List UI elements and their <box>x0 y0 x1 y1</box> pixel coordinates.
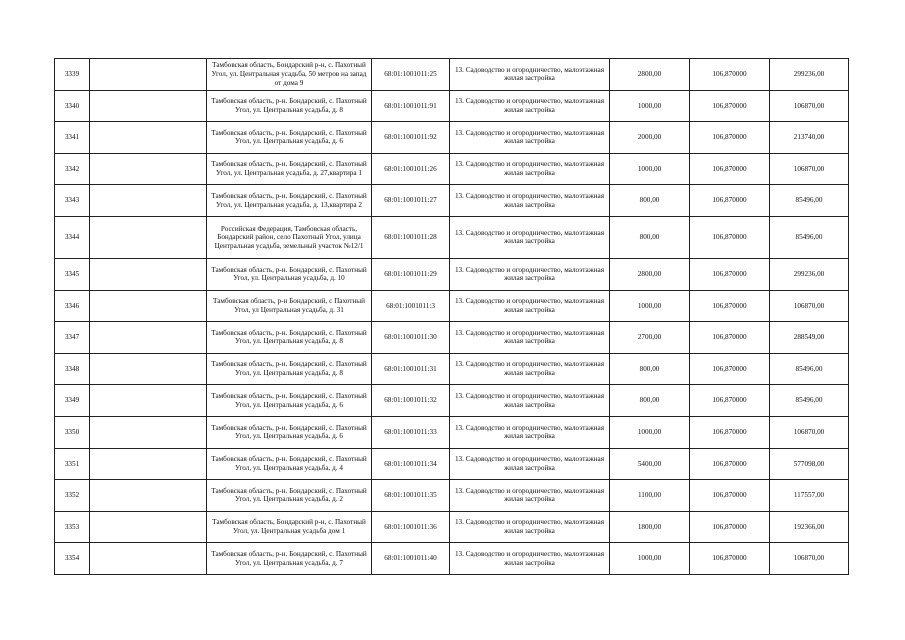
cell-value: 85496,00 <box>770 353 849 385</box>
table-row <box>55 216 849 258</box>
cell-use: 13. Садоводство и огородничество, малоэтажная жилая застройка <box>450 122 610 154</box>
table-row <box>55 258 849 290</box>
cell-area: 1000,00 <box>610 543 690 575</box>
cell-num: 3346 <box>55 290 90 322</box>
cell-use: 13. Садоводство и огородничество, малоэтажная жилая застройка <box>450 322 610 354</box>
cell-use: 13. Садоводство и огородничество, малоэтажная жилая застройка <box>450 480 610 512</box>
cell-area: 1000,00 <box>610 416 690 448</box>
cell-address: Тамбовская область, р-н. Бондарский, с. Пахотный Угол, ул. Центральная усадьба, д. 6 <box>207 416 372 448</box>
table-row <box>55 185 849 217</box>
cell-num: 3351 <box>55 448 90 480</box>
cell-use: 13. Садоводство и огородничество, малоэтажная жилая застройка <box>450 448 610 480</box>
cell-value: 106870,00 <box>770 290 849 322</box>
cell-address: Тамбовская область, Бондарский р-н, с. Пахотный Угол, ул. Центральная усадьба, 50 метров на запад от дома 9 <box>207 59 372 91</box>
cell-value: 106870,00 <box>770 543 849 575</box>
cell-address: Тамбовская область, р-н. Бондарский, с. Пахотный Угол, ул. Центральная усадьба, д. 8 <box>207 353 372 385</box>
table-row <box>55 290 849 322</box>
table-row <box>55 90 849 122</box>
cell-cadastral: 68:01:1001011:34 <box>372 448 450 480</box>
table-row <box>55 122 849 154</box>
empty-cell <box>90 59 207 91</box>
cell-address: Тамбовская область, р-н. Бондарский, с. Пахотный Угол, ул. Центральная усадьба, д. 2 <box>207 480 372 512</box>
cell-address: Тамбовская область, р-н. Бондарский, с. Пахотный Угол, ул. Центральная усадьба, д. 6 <box>207 122 372 154</box>
empty-cell <box>90 385 207 417</box>
cell-address: Российская Федерация, Тамбовская область, Бондарский район, село Пахотный Угол, улица Центральная усадьба, земельный участок №12/1 <box>207 216 372 258</box>
cell-area: 1000,00 <box>610 153 690 185</box>
cell-cadastral: 68:01:1001011:25 <box>372 59 450 91</box>
cell-num: 3353 <box>55 511 90 543</box>
cell-address: Тамбовская область, р-н Бондарский, с Пахотный Угол, ул Центральная усадьба, д. 31 <box>207 290 372 322</box>
cell-cadastral: 68:01:1001011:3 <box>372 290 450 322</box>
empty-cell <box>90 353 207 385</box>
empty-cell <box>90 511 207 543</box>
cell-area: 800,00 <box>610 385 690 417</box>
cell-num: 3349 <box>55 385 90 417</box>
registry-table <box>54 58 849 575</box>
cell-rate: 106,870000 <box>690 59 770 91</box>
cell-use: 13. Садоводство и огородничество, малоэтажная жилая застройка <box>450 385 610 417</box>
cell-area: 2800,00 <box>610 258 690 290</box>
cell-rate: 106,870000 <box>690 353 770 385</box>
cell-area: 2700,00 <box>610 322 690 354</box>
cell-rate: 106,870000 <box>690 153 770 185</box>
empty-cell <box>90 153 207 185</box>
cell-cadastral: 68:01:1001011:92 <box>372 122 450 154</box>
cell-value: 85496,00 <box>770 216 849 258</box>
cell-value: 192366,00 <box>770 511 849 543</box>
cell-num: 3352 <box>55 480 90 512</box>
cell-rate: 106,870000 <box>690 216 770 258</box>
empty-cell <box>90 216 207 258</box>
cell-cadastral: 68:01:1001011:29 <box>372 258 450 290</box>
cell-use: 13. Садоводство и огородничество, малоэтажная жилая застройка <box>450 290 610 322</box>
cell-address: Тамбовская область, р-н. Бондарский, с. Пахотный Угол, ул. Центральная усадьба, д. 13,квартира 2 <box>207 185 372 217</box>
empty-cell <box>90 290 207 322</box>
cell-area: 2800,00 <box>610 59 690 91</box>
cell-value: 288549,00 <box>770 322 849 354</box>
cell-cadastral: 68:01:1001011:35 <box>372 480 450 512</box>
cell-rate: 106,870000 <box>690 322 770 354</box>
cell-value: 85496,00 <box>770 185 849 217</box>
table-row <box>55 543 849 575</box>
cell-cadastral: 68:01:1001011:26 <box>372 153 450 185</box>
empty-cell <box>90 90 207 122</box>
cell-use: 13. Садоводство и огородничество, малоэтажная жилая застройка <box>450 416 610 448</box>
cell-address: Тамбовская область, р-н. Бондарский, с. Пахотный Угол, ул. Центральная усадьба, д. 27,квартира 1 <box>207 153 372 185</box>
empty-cell <box>90 448 207 480</box>
cell-address: Тамбовская область, Бондарский р-н, с. Пахотный Угол, ул. Центральная усадьба дом 1 <box>207 511 372 543</box>
cell-address: Тамбовская область, р-н. Бондарский, с. Пахотный Угол, ул. Центральная усадьба, д. 7 <box>207 543 372 575</box>
cell-cadastral: 68:01:1001011:27 <box>372 185 450 217</box>
cell-address: Тамбовская область, р-н. Бондарский, с. Пахотный Угол, ул. Центральная усадьба, д. 8 <box>207 322 372 354</box>
cell-num: 3343 <box>55 185 90 217</box>
cell-value: 577098,00 <box>770 448 849 480</box>
empty-cell <box>90 185 207 217</box>
cell-cadastral: 68:01:1001011:32 <box>372 385 450 417</box>
cell-cadastral: 68:01:1001011:31 <box>372 353 450 385</box>
cell-rate: 106,870000 <box>690 480 770 512</box>
cell-cadastral: 68:01:1001011:36 <box>372 511 450 543</box>
cell-rate: 106,870000 <box>690 90 770 122</box>
table-row <box>55 322 849 354</box>
cell-use: 13. Садоводство и огородничество, малоэтажная жилая застройка <box>450 185 610 217</box>
cell-value: 106870,00 <box>770 153 849 185</box>
cell-num: 3344 <box>55 216 90 258</box>
cell-rate: 106,870000 <box>690 185 770 217</box>
cell-rate: 106,870000 <box>690 258 770 290</box>
empty-cell <box>90 416 207 448</box>
cell-cadastral: 68:01:1001011:91 <box>372 90 450 122</box>
cell-address: Тамбовская область, р-н. Бондарский, с. Пахотный Угол, ул. Центральная усадьба, д. 8 <box>207 90 372 122</box>
cell-use: 13. Садоводство и огородничество, малоэтажная жилая застройка <box>450 353 610 385</box>
cell-area: 1000,00 <box>610 90 690 122</box>
cell-area: 1000,00 <box>610 290 690 322</box>
cell-value: 299236,00 <box>770 258 849 290</box>
cell-use: 13. Садоводство и огородничество, малоэтажная жилая застройка <box>450 543 610 575</box>
cell-value: 117557,00 <box>770 480 849 512</box>
cell-cadastral: 68:01:1001011:28 <box>372 216 450 258</box>
cell-num: 3350 <box>55 416 90 448</box>
cell-cadastral: 68:01:1001011:40 <box>372 543 450 575</box>
cell-area: 800,00 <box>610 216 690 258</box>
registry-rows <box>55 59 849 575</box>
cell-num: 3339 <box>55 59 90 91</box>
cell-address: Тамбовская область, р-н. Бондарский, с. Пахотный Угол, ул. Центральная усадьба, д. 4 <box>207 448 372 480</box>
cell-area: 1800,00 <box>610 511 690 543</box>
empty-cell <box>90 543 207 575</box>
cell-rate: 106,870000 <box>690 543 770 575</box>
cell-rate: 106,870000 <box>690 385 770 417</box>
table-row <box>55 448 849 480</box>
table-row <box>55 153 849 185</box>
cell-address: Тамбовская область, р-н. Бондарский, с. Пахотный Угол, ул. Центральная усадьба, д. 10 <box>207 258 372 290</box>
cell-use: 13. Садоводство и огородничество, малоэтажная жилая застройка <box>450 258 610 290</box>
table-row <box>55 385 849 417</box>
cell-num: 3354 <box>55 543 90 575</box>
cell-use: 13. Садоводство и огородничество, малоэтажная жилая застройка <box>450 153 610 185</box>
cell-value: 106870,00 <box>770 90 849 122</box>
cell-area: 800,00 <box>610 185 690 217</box>
cell-rate: 106,870000 <box>690 511 770 543</box>
cell-rate: 106,870000 <box>690 290 770 322</box>
table-row <box>55 480 849 512</box>
cell-rate: 106,870000 <box>690 448 770 480</box>
cell-num: 3342 <box>55 153 90 185</box>
cell-area: 5400,00 <box>610 448 690 480</box>
cell-use: 13. Садоводство и огородничество, малоэтажная жилая застройка <box>450 216 610 258</box>
cell-num: 3348 <box>55 353 90 385</box>
cell-num: 3345 <box>55 258 90 290</box>
empty-cell <box>90 122 207 154</box>
cell-use: 13. Садоводство и огородничество, малоэтажная жилая застройка <box>450 511 610 543</box>
table-row <box>55 511 849 543</box>
cell-cadastral: 68:01:1001011:33 <box>372 416 450 448</box>
empty-cell <box>90 480 207 512</box>
empty-cell <box>90 322 207 354</box>
cell-value: 299236,00 <box>770 59 849 91</box>
table-row <box>55 353 849 385</box>
cell-area: 800,00 <box>610 353 690 385</box>
cell-num: 3347 <box>55 322 90 354</box>
cell-rate: 106,870000 <box>690 122 770 154</box>
cell-value: 213740,00 <box>770 122 849 154</box>
table-row <box>55 416 849 448</box>
cell-use: 13. Садоводство и огородничество, малоэтажная жилая застройка <box>450 90 610 122</box>
cell-num: 3340 <box>55 90 90 122</box>
cell-cadastral: 68:01:1001011:30 <box>372 322 450 354</box>
cell-area: 1100,00 <box>610 480 690 512</box>
table-row <box>55 59 849 91</box>
cell-address: Тамбовская область, р-н. Бондарский, с. Пахотный Угол, ул. Центральная усадьба, д. 6 <box>207 385 372 417</box>
cell-value: 85496,00 <box>770 385 849 417</box>
cell-area: 2000,00 <box>610 122 690 154</box>
cell-rate: 106,870000 <box>690 416 770 448</box>
cell-value: 106870,00 <box>770 416 849 448</box>
cell-use: 13. Садоводство и огородничество, малоэтажная жилая застройка <box>450 59 610 91</box>
cell-num: 3341 <box>55 122 90 154</box>
empty-cell <box>90 258 207 290</box>
